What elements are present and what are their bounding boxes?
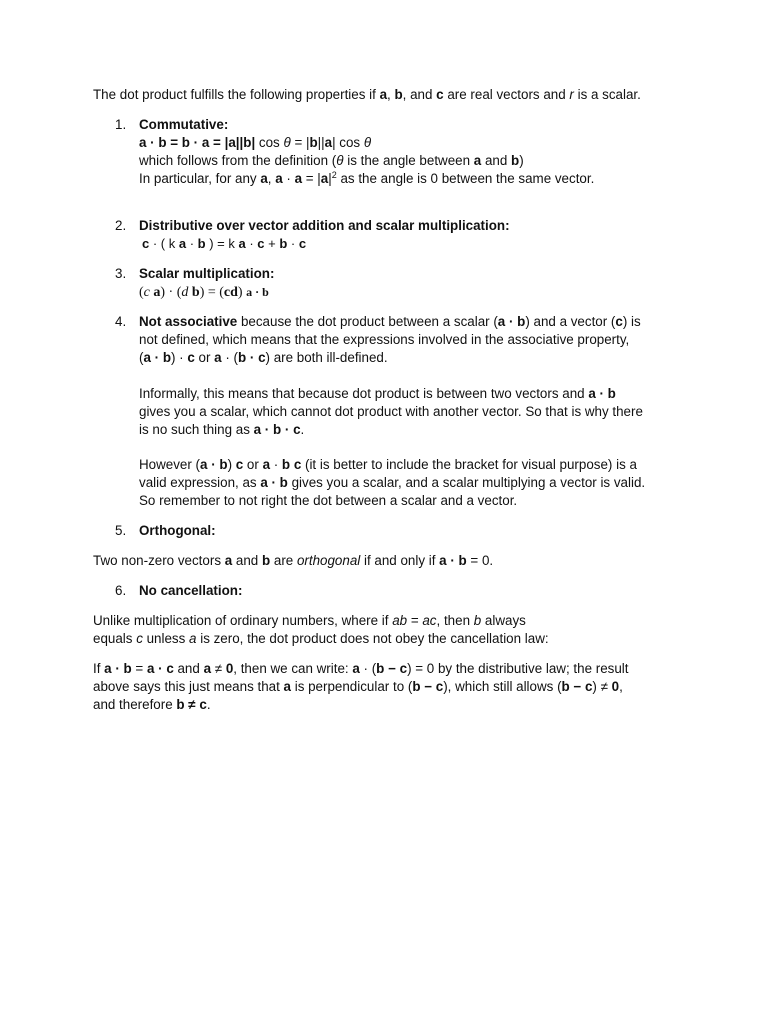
final-line2 — [93, 678, 623, 696]
text: || — [317, 135, 325, 150]
vector-b: b — [279, 236, 288, 251]
item4-p2-line3 — [139, 421, 304, 439]
item1-heading — [139, 116, 228, 134]
text: always — [481, 613, 526, 628]
text: · — [287, 236, 299, 251]
text: is a scalar. — [573, 87, 641, 102]
dot-a-b-c: a · b · c — [253, 422, 301, 437]
vector-c: c — [235, 457, 244, 472]
item4-p2-line1 — [139, 385, 616, 403]
text: Informally, this means that because dot product is between two vectors and — [139, 386, 589, 401]
vector-a: a — [283, 679, 291, 694]
text: ( — [139, 350, 144, 365]
item2-formula — [142, 235, 306, 253]
text: if and only if — [360, 553, 440, 568]
heading-text: No cancellation: — [139, 583, 243, 598]
zero-vector: 0 — [225, 661, 234, 676]
dot-a-b: a · b — [588, 386, 616, 401]
item4-p3-line3: So remember to not right the dot between a scalar and a vector. — [139, 493, 518, 508]
item3-heading — [139, 265, 274, 283]
text: gives you a scalar, and a scalar multiplying a vector is valid. — [287, 475, 646, 490]
heading-text: Scalar multiplication: — [139, 266, 275, 281]
text: which follows from the definition ( — [139, 153, 337, 168]
text: is perpendicular to ( — [291, 679, 413, 694]
text: = 0. — [466, 553, 494, 568]
orthogonal-paragraph — [93, 552, 493, 570]
dot-a-b: a · b — [497, 314, 526, 329]
term-orthogonal: orthogonal — [296, 553, 361, 568]
text: Two non-zero vectors — [93, 553, 225, 568]
heading-text: Orthogonal: — [139, 523, 216, 538]
product-ac: ac — [422, 613, 437, 628]
text: ) — [227, 457, 236, 472]
vector-a: a — [352, 661, 360, 676]
text: Unlike multiplication of ordinary numbers, where if — [93, 613, 393, 628]
vector-a: a — [275, 171, 283, 186]
text: ) — [519, 153, 524, 168]
theta: θ — [363, 135, 372, 150]
text: ) and a vector ( — [525, 314, 616, 329]
vector-c: c — [142, 236, 150, 251]
vector-a: a — [262, 457, 271, 472]
list-number-3: 3. — [115, 266, 127, 281]
dot-a-b: a · b — [104, 661, 132, 676]
text: ) — [237, 285, 247, 300]
text: above says this just means that — [93, 679, 284, 694]
vector-a: a — [324, 135, 333, 150]
intro-paragraph — [93, 86, 641, 104]
item4-line3 — [139, 349, 388, 367]
text: · ( — [359, 661, 377, 676]
vector-c: c — [187, 350, 195, 365]
text: equals — [93, 631, 137, 646]
text: ) ≠ — [592, 679, 612, 694]
text: The dot product fulfills the following properties if — [93, 87, 380, 102]
text: and — [481, 153, 512, 168]
number-c: c — [136, 631, 143, 646]
theta: θ — [336, 153, 344, 168]
vector-b: b — [511, 153, 520, 168]
scalar-r: r — [569, 87, 574, 102]
vector-a: a — [238, 236, 246, 251]
b-not-equal-c: b ≠ c — [176, 697, 207, 712]
item4-p2-line2: gives you a scalar, which cannot dot product with another vector. So that is why there — [139, 404, 643, 419]
text: = — [131, 661, 147, 676]
vector-c: c — [436, 87, 444, 102]
text: , and — [402, 87, 437, 102]
dot-a-b: a · b — [260, 475, 288, 490]
item1-formula — [139, 134, 371, 152]
item4-line2: not defined, which means that the expressions involved in the associative property, — [139, 332, 630, 347]
text: ) · ( — [160, 285, 182, 300]
text: ) are both ill-defined. — [265, 350, 388, 365]
text: = | — [290, 135, 310, 150]
vector-b: b — [261, 553, 271, 568]
text: + — [264, 236, 280, 251]
list-number-2: 2. — [115, 218, 127, 233]
text: = | — [302, 171, 321, 186]
text: · ( — [221, 350, 238, 365]
dot-a-c: a · c — [146, 661, 174, 676]
vector-b: b — [394, 87, 403, 102]
text: is zero, the dot product does not obey the cancellation law: — [196, 631, 549, 646]
list-number-6: 6. — [115, 583, 127, 598]
vector-b: b — [197, 236, 206, 251]
text: = — [407, 613, 423, 628]
cancellation-line1 — [93, 612, 526, 630]
text: or — [194, 350, 215, 365]
vector-a: a — [178, 236, 187, 251]
vector-a: a — [320, 171, 329, 186]
item1-line3 — [139, 170, 594, 188]
text: ) = 0 by the distributive law; the result — [407, 661, 629, 676]
item2-heading — [139, 217, 510, 235]
text: · — [282, 171, 295, 186]
cancellation-line2 — [93, 630, 549, 648]
text: cos — [255, 135, 284, 150]
text: ) · — [171, 350, 188, 365]
text: However ( — [139, 457, 201, 472]
vector-a: a — [294, 171, 303, 186]
scalar-c: c — [143, 285, 150, 300]
text: unless — [142, 631, 190, 646]
text: . — [300, 422, 305, 437]
b-minus-c: b − c — [412, 679, 444, 694]
vector-b: b — [309, 135, 318, 150]
text: is no such thing as — [139, 422, 254, 437]
text: , then we can write: — [233, 661, 353, 676]
text: , — [619, 679, 623, 694]
scalar-cd: cd — [223, 285, 238, 300]
vector-c: c — [298, 236, 307, 251]
vector-a: a — [153, 285, 161, 300]
text: because the dot product between a scalar ( — [237, 314, 498, 329]
item3-formula — [139, 283, 269, 302]
number-a: a — [189, 631, 197, 646]
item4-p3-line2 — [139, 474, 645, 492]
vector-a: a — [203, 661, 212, 676]
formula-bold: a · b = b · a = |a||b| — [139, 135, 256, 150]
product-ab: ab — [392, 613, 408, 628]
number-b: b — [473, 613, 482, 628]
text: In particular, for any — [139, 171, 261, 186]
text: , — [387, 87, 395, 102]
dot-a-b: a · b — [246, 285, 269, 299]
text: or — [243, 457, 263, 472]
text: ), which still allows ( — [443, 679, 562, 694]
b-minus-c: b − c — [376, 661, 408, 676]
theta: θ — [283, 135, 291, 150]
b-minus-c: b − c — [561, 679, 593, 694]
text: is the angle between — [343, 153, 474, 168]
list-number-4: 4. — [115, 314, 127, 329]
text: as the angle is 0 between the same vector. — [336, 171, 595, 186]
list-number-5: 5. — [115, 523, 127, 538]
vector-a: a — [214, 350, 222, 365]
final-line3 — [93, 696, 211, 714]
text: and — [232, 553, 262, 568]
vector-a: a — [473, 153, 482, 168]
zero-vector: 0 — [611, 679, 620, 694]
text: are — [270, 553, 297, 568]
text: ) is — [622, 314, 641, 329]
text: ( — [139, 285, 144, 300]
dot-b-c: b · c — [237, 350, 266, 365]
vector-a: a — [260, 171, 268, 186]
text: ≠ — [211, 661, 226, 676]
heading-text: Distributive over vector addition and scalar multiplication: — [139, 218, 510, 233]
superscript: 2 — [331, 170, 337, 180]
text: · — [245, 236, 258, 251]
text: (it is better to include the bracket for visual purpose) is a — [301, 457, 637, 472]
text: and — [173, 661, 204, 676]
text: If — [93, 661, 105, 676]
item6-heading — [139, 582, 242, 600]
text: · — [270, 457, 282, 472]
text: · — [186, 236, 198, 251]
vector-a: a — [379, 87, 388, 102]
text: ) = k — [205, 236, 239, 251]
text: | — [328, 171, 332, 186]
final-line1 — [93, 660, 629, 678]
dot-a-b: a · b — [143, 350, 171, 365]
vectors-b-c: b c — [281, 457, 302, 472]
vector-b: b — [191, 285, 200, 300]
text: , — [267, 171, 276, 186]
text: , then — [436, 613, 474, 628]
text: | cos — [332, 135, 364, 150]
text: ) = ( — [199, 285, 224, 300]
item5-heading — [139, 522, 216, 540]
item4-p3-line1 — [139, 456, 637, 474]
heading-text: Commutative: — [139, 117, 229, 132]
item4-line1 — [139, 313, 641, 331]
text: valid expression, as — [139, 475, 261, 490]
scalar-d: d — [181, 285, 189, 300]
heading-text: Not associative — [139, 314, 238, 329]
list-number-1: 1. — [115, 117, 127, 132]
vector-c: c — [257, 236, 265, 251]
dot-a-b: a · b — [200, 457, 228, 472]
text: . — [206, 697, 211, 712]
dot-a-b: a · b — [439, 553, 467, 568]
vector-a: a — [224, 553, 233, 568]
vector-c: c — [615, 314, 623, 329]
text: are real vectors and — [443, 87, 570, 102]
text: and therefore — [93, 697, 177, 712]
text: · ( k — [149, 236, 179, 251]
item1-line2 — [139, 152, 524, 170]
